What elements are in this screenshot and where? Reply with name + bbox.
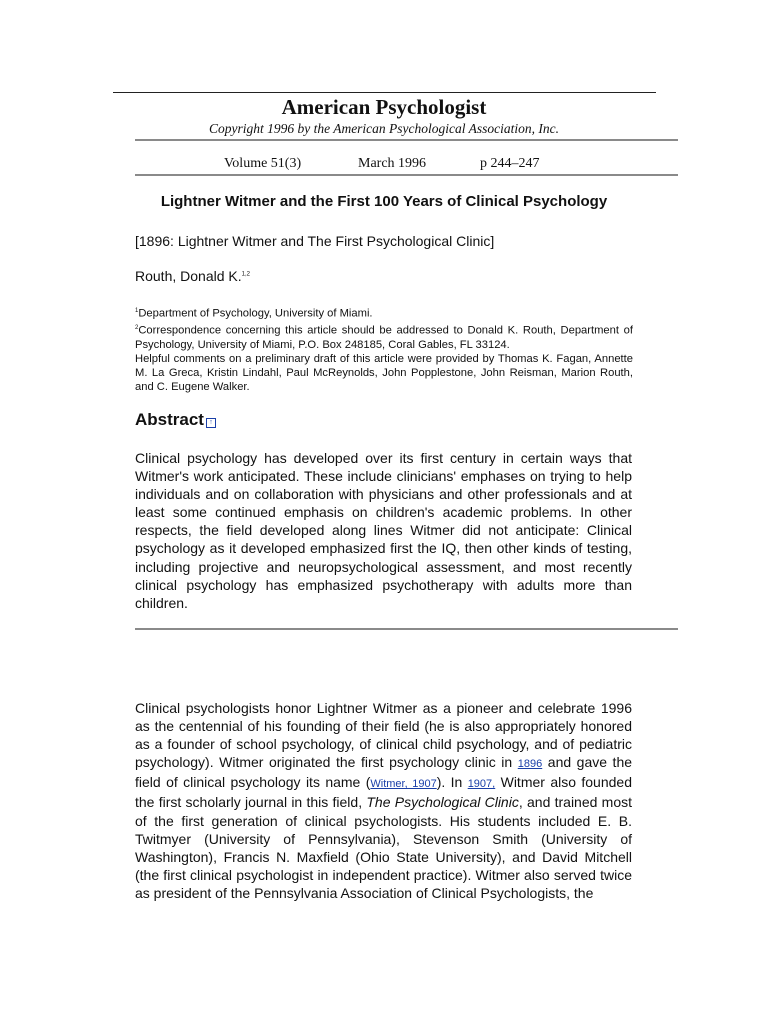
back-to-top-icon[interactable]: ↑	[206, 418, 216, 428]
body-paragraph: Clinical psychologists honor Lightner Witmer as a pioneer and celebrate 1996 as the centennial of his founding of their field (he is also appropriately honored as a founder of school psychology, of clinical child psychology, and of pediatric psychology). Witmer originated the first psychology clinic in 1896 and gave the field of clinical psychology its name (Witmer, 1907). In 1907, Witmer also founded the first scholarly journal in this field, The Psychological Clinic, and trained most of the first generation of clinical psychologists. His students included E. B. Twitmyer (University of Pennsylvania), Stevenson Smith (University of Washington), Francis N. Maxfield (Ohio State University), and David Mitchell (the first clinical psychologist in independent practice). Witmer also served twice as president of the Pennsylvania Association of Clinical Psychologists, the	[135, 700, 633, 901]
author-footnote-marks: 1,2	[241, 271, 250, 278]
divider	[135, 174, 678, 176]
divider	[135, 139, 678, 141]
link-witmer-1907[interactable]: Witmer, 1907	[370, 778, 437, 791]
top-rule	[113, 92, 656, 93]
abstract-text: Clinical psychology has developed over its first century in certain ways that Witmer's work anticipated. These include clinicians' emphases on trying to help individuals and on collaboration with physicians and other professionals and at least some continued emphasis on children's academic problems. In other respects, the field developed along lines Witmer did not anticipate: Clinical psychology as it developed emphasized first the IQ, then other kinds of testing, including projective and neuropsychological assessment, and most recently clinical psychology has emphasized psychotherapy with adults more than children.	[135, 450, 632, 611]
issue-volume: Volume 51(3)	[224, 156, 302, 171]
abstract-heading: Abstract ↑	[135, 410, 216, 430]
copyright-notice: Copyright 1996 by the American Psychological Association, Inc.	[208, 121, 560, 136]
author-name: Routh, Donald K.	[135, 268, 242, 284]
divider	[135, 628, 678, 630]
journal-name: The Psychological Clinic	[366, 794, 519, 811]
affiliation-2: $^2$Correspondence concerning this article should be addressed to Donald K. Routh, Department of Psychology, University of Miami, P.O. Box 248185, Coral Gables, FL 33124.	[135, 324, 633, 351]
affiliations	[135, 304, 633, 395]
affiliation-1: $^1$Department of Psychology, University of Miami.	[135, 307, 373, 320]
author	[135, 268, 250, 284]
link-1896[interactable]: 1896	[517, 758, 543, 771]
link-1907[interactable]: 1907,	[467, 778, 496, 791]
article-subtitle: [1896: Lightner Witmer and The First Psychological Clinic]	[135, 233, 495, 249]
issue-pages: p 244–247	[480, 156, 540, 171]
article-title: Lightner Witmer and the First 100 Years of Clinical Psychology	[160, 193, 608, 210]
issue-date: March 1996	[358, 156, 427, 171]
acknowledgements: Helpful comments on a preliminary draft of this article were provided by Thomas K. Fagan, Annette M. La Greca, Kristin Lindahl, Paul McReynolds, John Popplestone, John Reisman, Marion Routh, and C. Eugene Walker.	[135, 353, 633, 394]
journal-title: American Psychologist	[281, 95, 487, 119]
